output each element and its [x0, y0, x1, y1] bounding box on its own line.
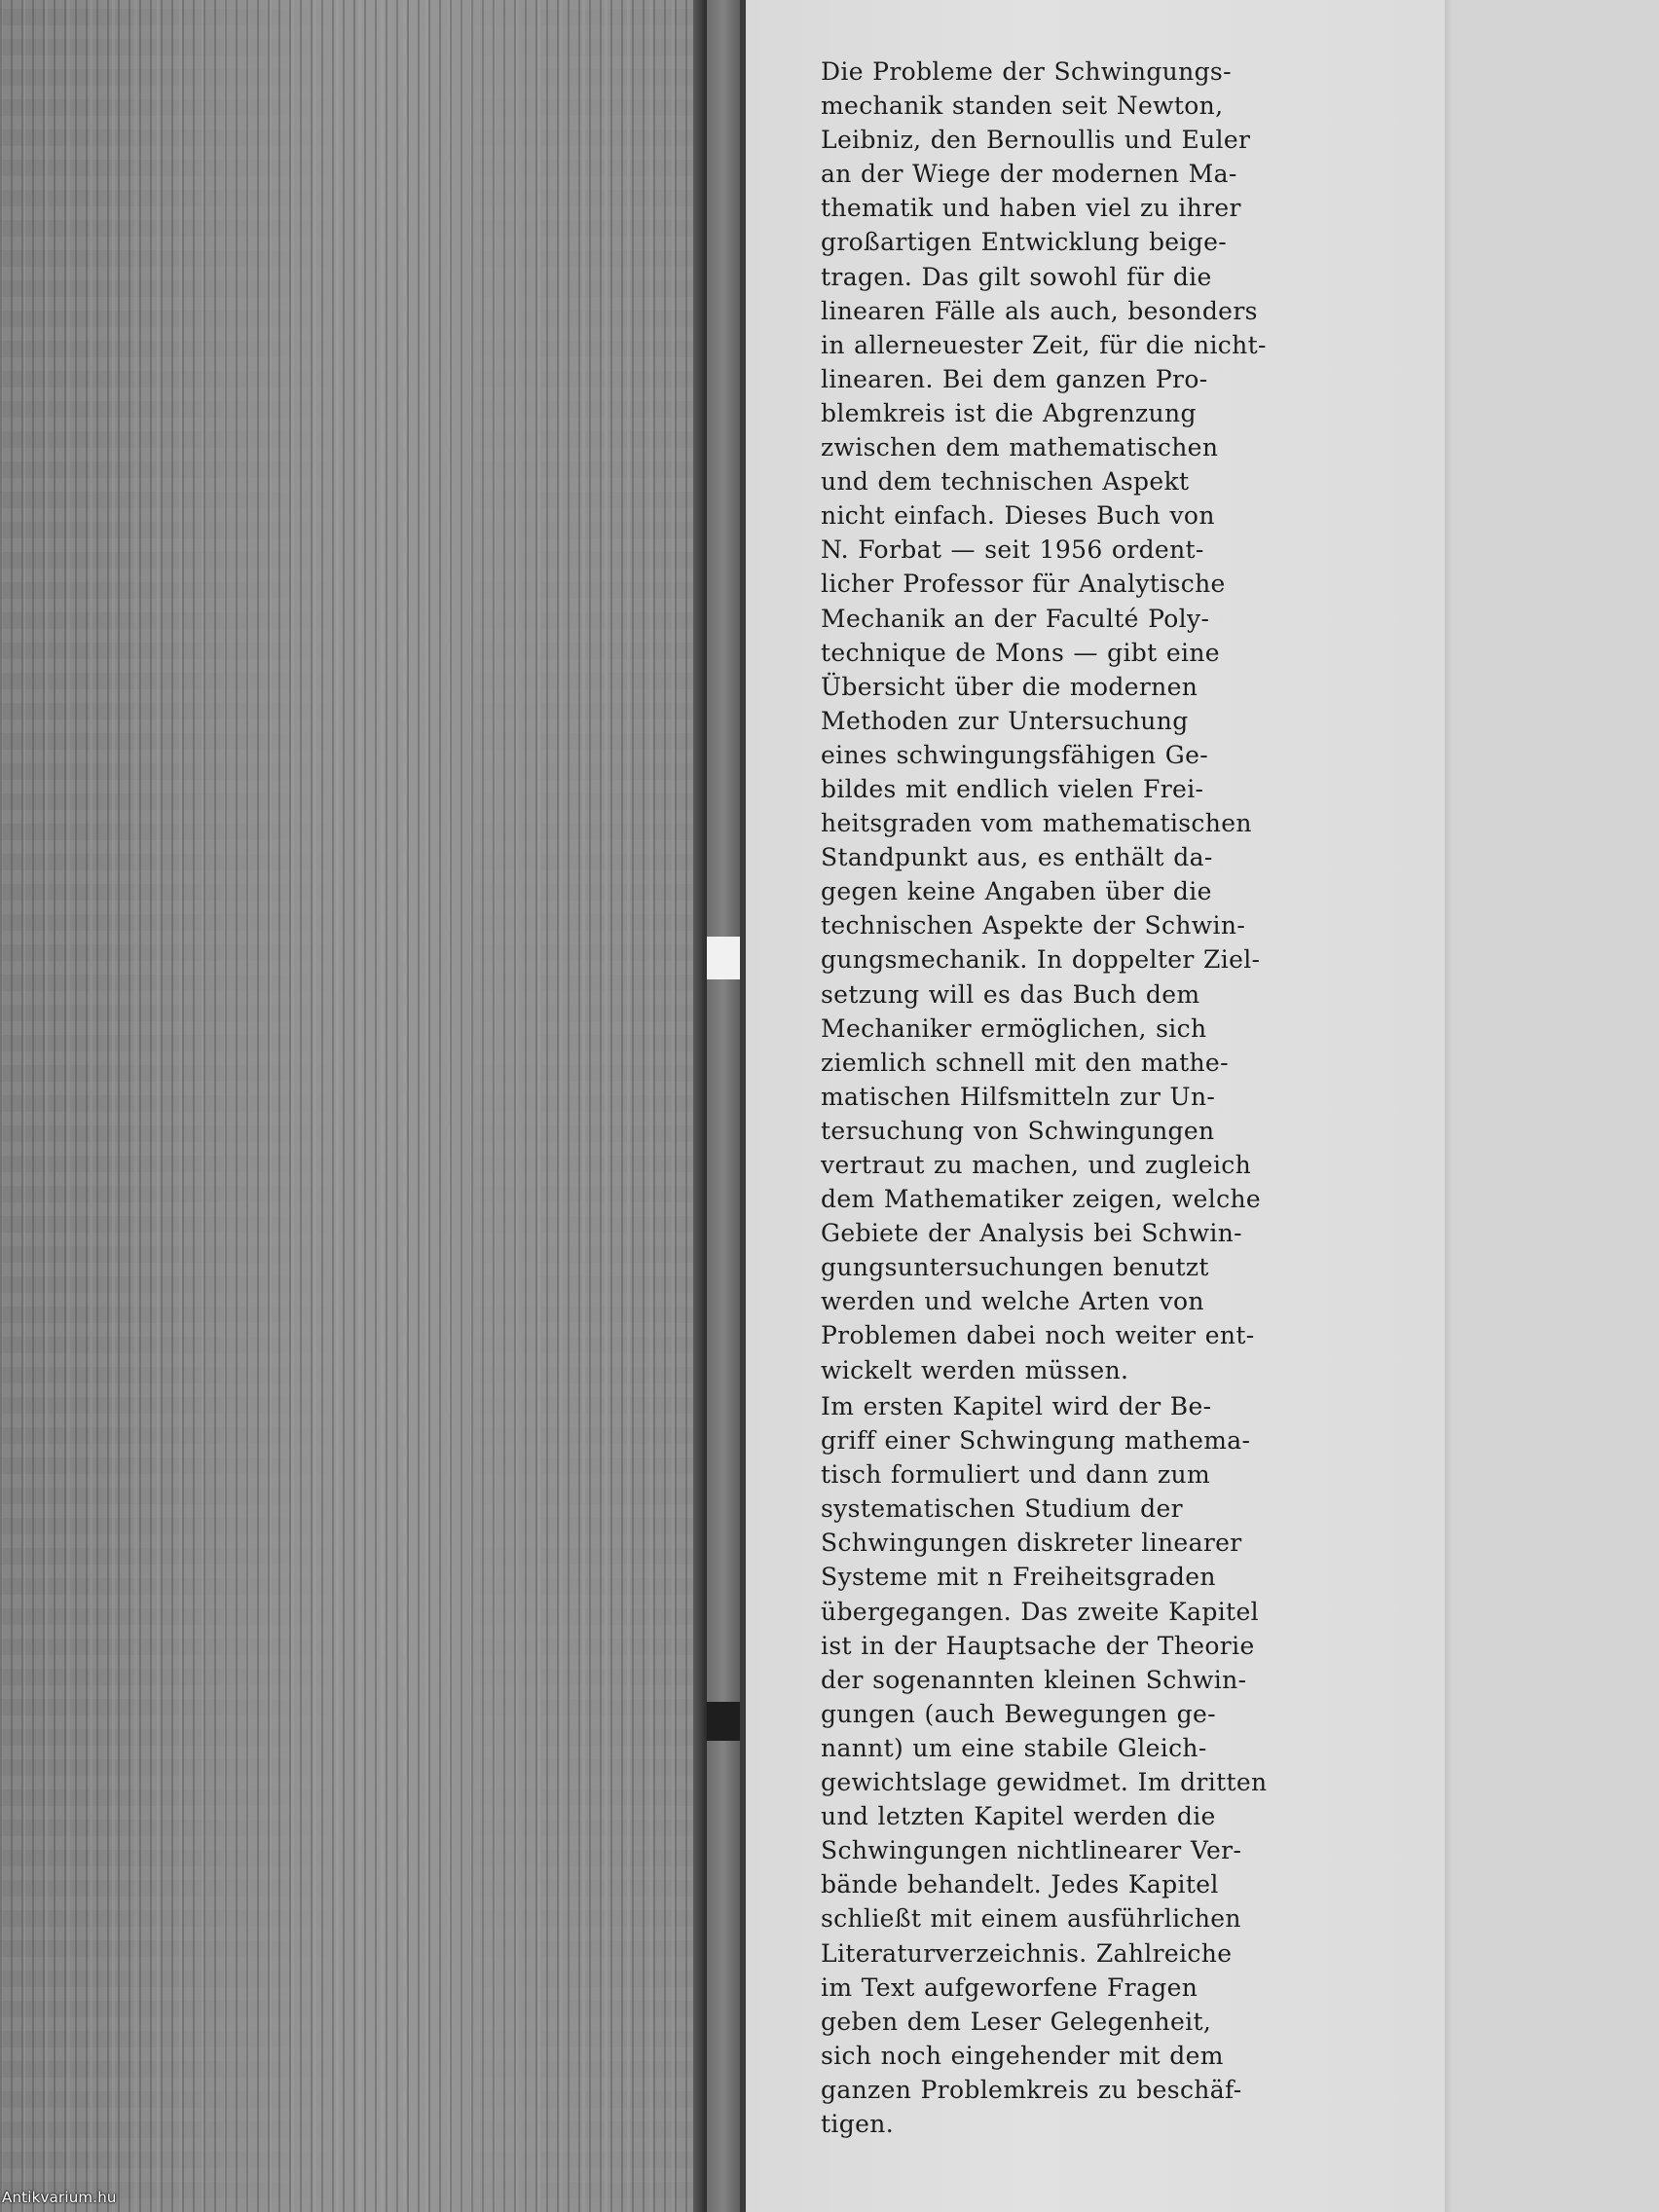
blurb-paragraph-1: Die Probleme der Schwingungs- mechanik standen seit Newton, Leibniz, den Bernoullis und Euler an der Wiege der modernen Ma- thematik und haben viel zu ihrer großartigen Entwicklung beige- tragen. Das gilt sowohl für die linearen Fälle als auch, besonders in allerneuester Zeit, für die nicht- linearen. Bei dem ganzen Pro- blemkreis ist die Abgrenzung zwischen dem mathematischen und dem technischen Aspekt nicht einfach. Dieses Buch von N. Forbat — seit 1956 ordent- licher Professor für Analytische Mechanik an der Faculté Poly- technique de Mons — gibt eine Übersicht über die modernen Methoden zur Untersuchung eines schwingungsfähigen Ge- bildes mit endlich vielen Frei- heitsgraden vom mathematischen Standpunkt aus, es enthält da- gegen keine Angaben über die technischen Aspekte der Schwin- gungsmechanik. In doppelter Ziel- setzung will es das Buch dem Mechaniker ermöglichen, sich ziemlich schnell mit den mathe- matischen Hilfsmitteln zur Un- tersuchung von Schwingungen vertraut zu machen, und zugleich dem Mathematiker zeigen, welche Gebiete der Analysis bei Schwin- gungsuntersuchungen benutzt werden und welche Arten von Problemen dabei noch weiter ent- wickelt werden müssen.	[821, 57, 1267, 1384]
spine-dark-band	[707, 1702, 740, 1741]
flap-edge	[1445, 0, 1453, 2212]
blurb-paragraph-2: Im ersten Kapitel wird der Be- griff einer Schwingung mathema- tisch formuliert und dann zum systematischen Studium der Schwingungen diskreter linearer Systeme mit n Freiheitsgraden übergegangen. Das zweite Kapitel ist in der Hauptsache der Theorie der sogenannten kleinen Schwin- gungen (auch Bewegungen ge- nannt) um eine stabile Gleich- gewichtslage gewidmet. Im dritten und letzten Kapitel werden die Schwingungen nichtlinearer Ver- bände behandelt. Jedes Kapitel schließt mit einem ausführlichen Literaturverzeichnis. Zahlreiche im Text aufgeworfene Fragen geben dem Leser Gelegenheit, sich noch eingehender mit dem ganzen Problemkreis zu beschäf- tigen.	[821, 1392, 1268, 2138]
watermark: Antikvarium.hu	[2, 2189, 117, 2206]
background-surface	[1453, 0, 1659, 2212]
spine-light-band	[707, 937, 740, 979]
cover-edge-shadow	[693, 0, 707, 2212]
book-spine	[707, 0, 740, 2212]
textured-cover-board	[0, 0, 699, 2212]
